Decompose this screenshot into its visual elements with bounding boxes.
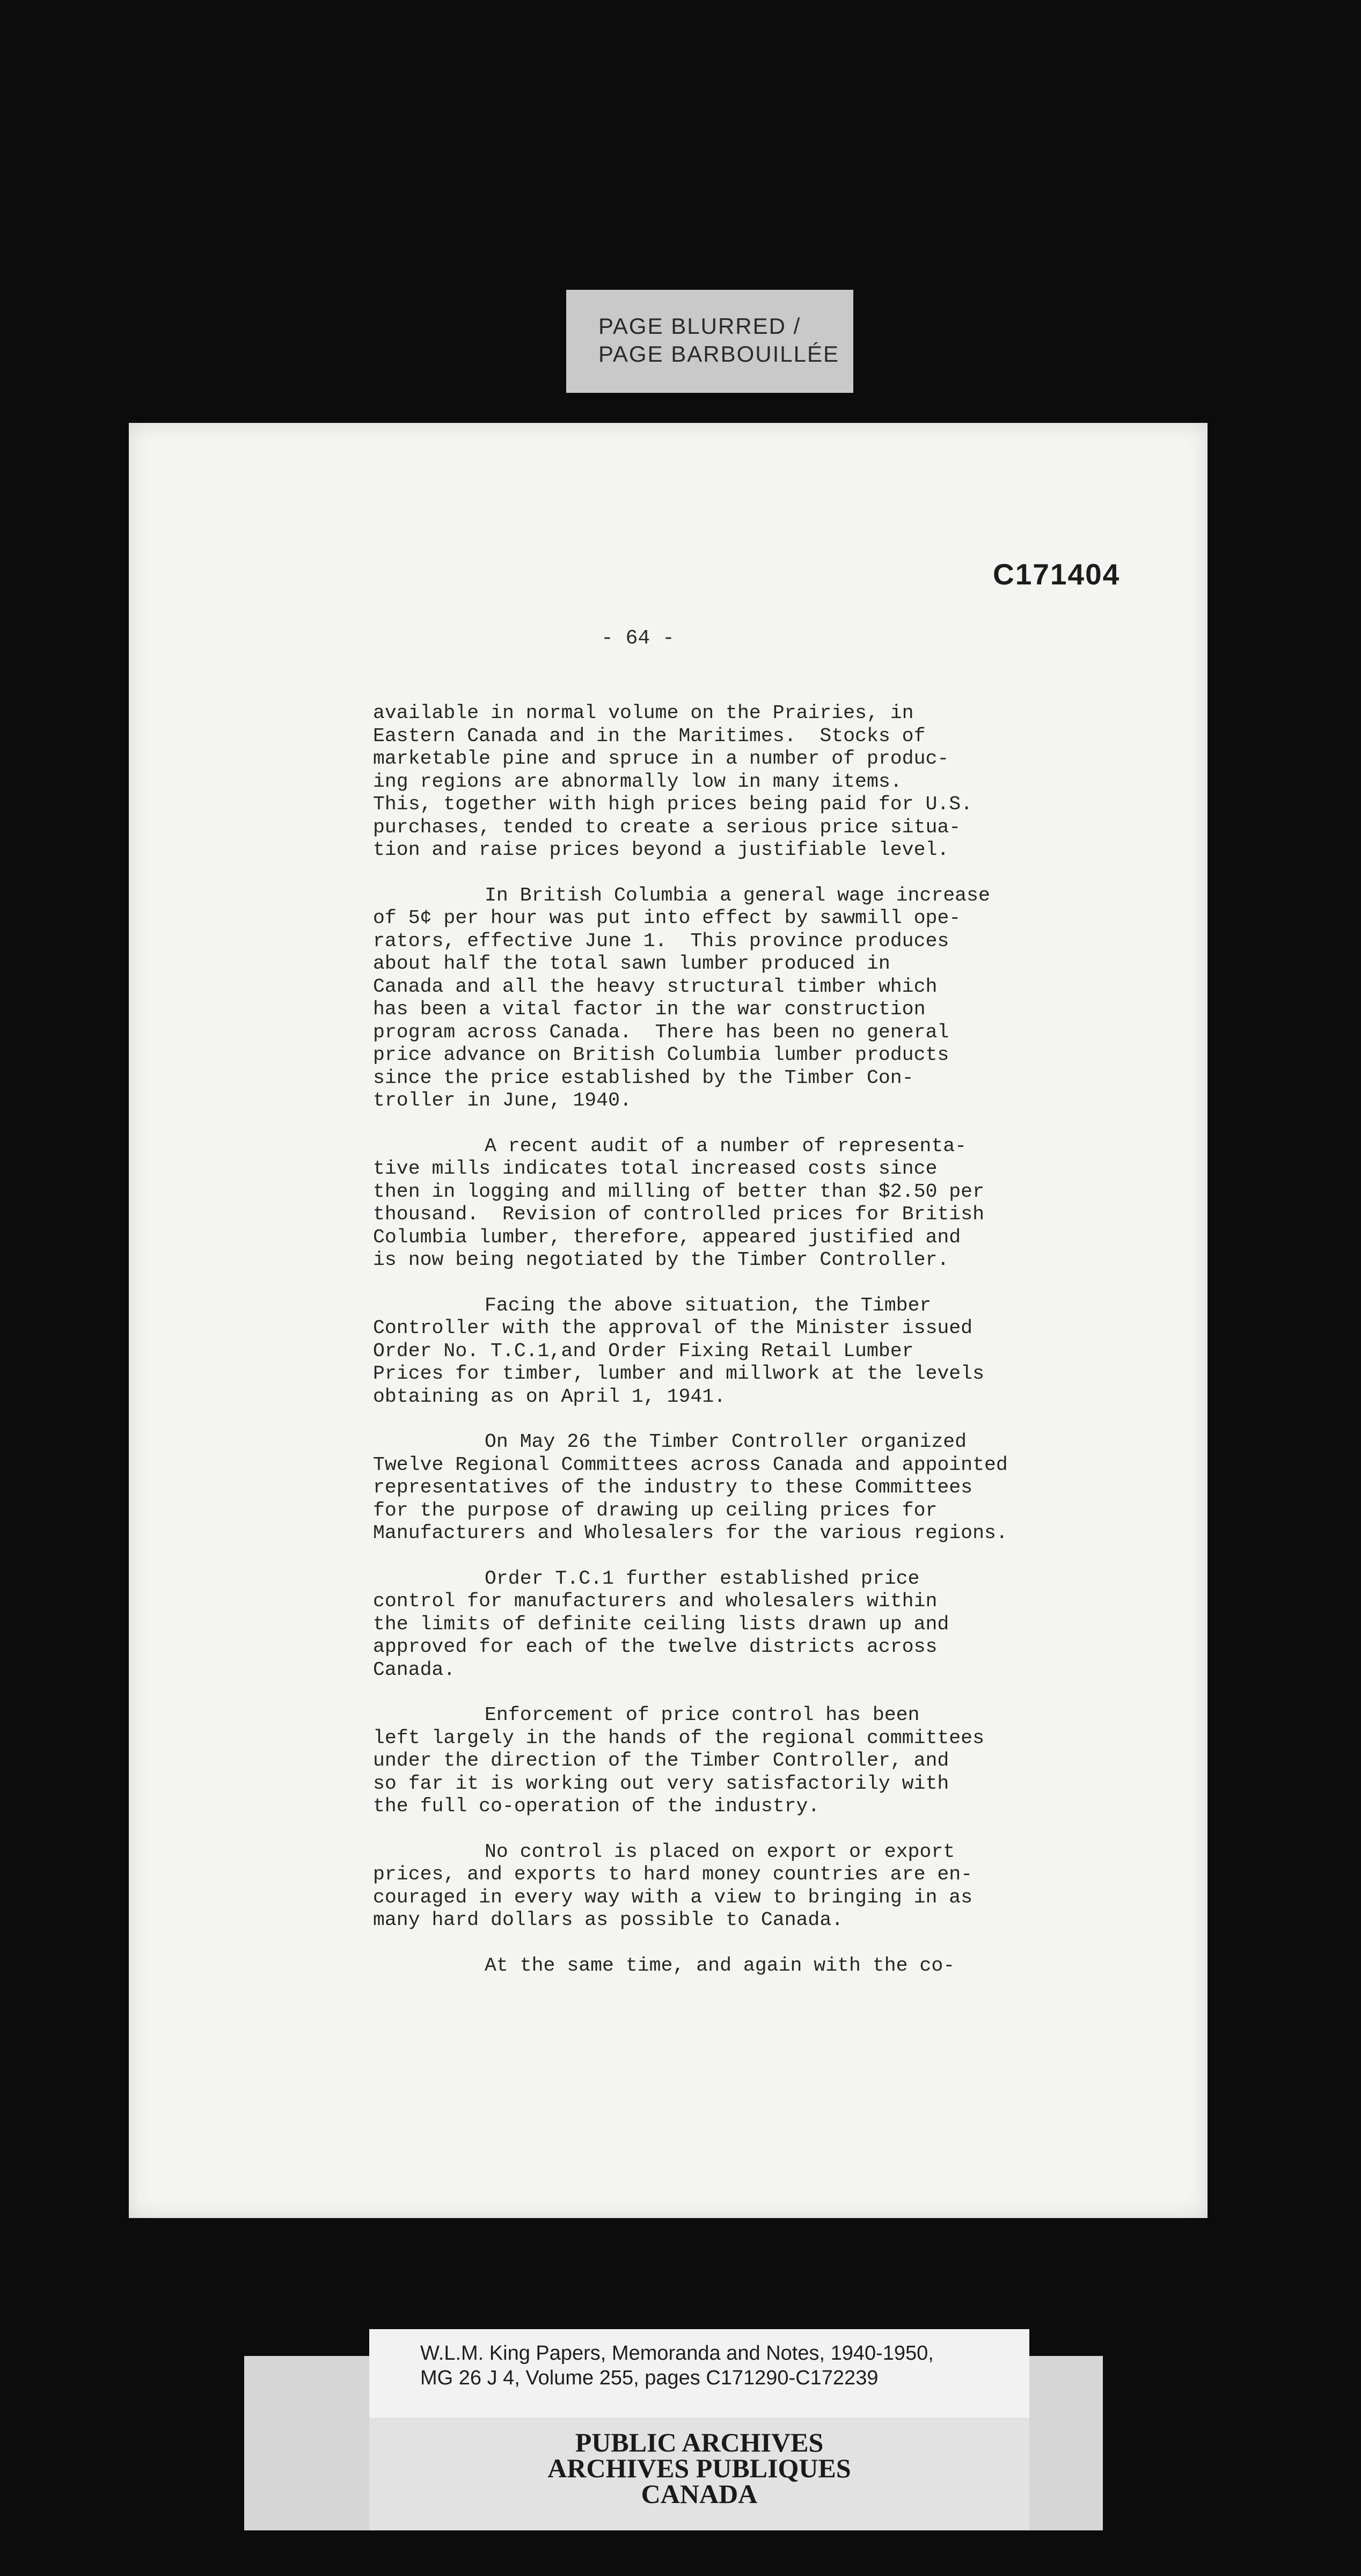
text-line: Canada and all the heavy structural timber which [373, 975, 938, 998]
text-line: under the direction of the Timber Controller, and [373, 1750, 949, 1772]
text-line: is now being negotiated by the Timber Controller. [373, 1249, 949, 1271]
text-line: control for manufacturers and wholesalers within [373, 1590, 938, 1612]
document-number: C171404 [993, 558, 1121, 591]
text-line: troller in June, 1940. [373, 1089, 632, 1111]
archive-label-line-2: MG 26 J 4, Volume 255, pages C171290-C172239 [420, 2367, 879, 2389]
text-line: prices, and exports to hard money countries are en- [373, 1863, 973, 1885]
paragraph [373, 1294, 1140, 1409]
text-line: This, together with high prices being paid for U.S. [373, 793, 973, 815]
archive-reference-label [369, 2329, 1029, 2418]
paragraph [373, 1135, 1140, 1272]
paragraph [373, 1704, 1140, 1818]
text-line: marketable pine and spruce in a number of produc- [373, 748, 949, 770]
body-text [373, 702, 1140, 2000]
text-line: At the same time, and again with the co- [485, 1954, 955, 1977]
text-line: for the purpose of drawing up ceiling prices for [373, 1499, 938, 1521]
text-line: No control is placed on export or export [485, 1840, 955, 1863]
archives-line-2: ARCHIVES PUBLIQUES [547, 2453, 851, 2483]
text-line: thousand. Revision of controlled prices for British [373, 1203, 984, 1225]
stamp-line-1: PAGE BLURRED / [598, 313, 801, 339]
text-line: many hard dollars as possible to Canada. [373, 1909, 844, 1931]
text-line: the full co-operation of the industry. [373, 1795, 820, 1817]
text-line: program across Canada. There has been no general [373, 1021, 949, 1043]
text-line: then in logging and milling of better than $2.50 per [373, 1180, 984, 1203]
text-line: Canada. [373, 1658, 456, 1681]
text-line: Eastern Canada and in the Maritimes. Stocks of [373, 724, 926, 747]
text-line: rators, effective June 1. This province produces [373, 930, 949, 952]
text-line: ing regions are abnormally low in many items. [373, 770, 902, 793]
text-line: so far it is working out very satisfactorily with [373, 1772, 949, 1795]
text-line: of 5¢ per hour was put into effect by sawmill ope- [373, 907, 961, 929]
text-line: obtaining as on April 1, 1941. [373, 1385, 726, 1408]
text-line: On May 26 the Timber Controller organized [485, 1431, 967, 1453]
text-line: A recent audit of a number of representa- [485, 1135, 967, 1157]
paragraph [373, 884, 1140, 1113]
text-line: Columbia lumber, therefore, appeared justified and [373, 1226, 961, 1248]
page-number: - 64 - [601, 627, 675, 650]
text-line: approved for each of the twelve districts across [373, 1636, 938, 1658]
text-line: the limits of definite ceiling lists drawn up and [373, 1613, 949, 1635]
text-line: left largely in the hands of the regional committees [373, 1726, 984, 1749]
text-line: Enforcement of price control has been [485, 1704, 920, 1726]
text-line: Twelve Regional Committees across Canada and appointed [373, 1453, 1008, 1476]
text-line: about half the total sawn lumber produced in [373, 953, 890, 975]
archives-stamp [369, 2418, 1029, 2530]
archives-line-3: CANADA [641, 2479, 758, 2509]
text-line: representatives of the industry to these Committees [373, 1476, 973, 1498]
text-line: couraged in every way with a view to bringing in as [373, 1886, 973, 1908]
paragraph [373, 1431, 1140, 1545]
text-line: available in normal volume on the Prairies, in [373, 702, 914, 724]
text-line: Facing the above situation, the Timber [485, 1294, 932, 1316]
text-line: Prices for timber, lumber and millwork at the levels [373, 1363, 984, 1385]
document-page [129, 423, 1208, 2218]
text-line: Order No. T.C.1,and Order Fixing Retail Lumber [373, 1340, 914, 1362]
page-blurred-stamp [566, 290, 853, 393]
text-line: has been a vital factor in the war construction [373, 998, 926, 1020]
text-line: tive mills indicates total increased costs since [373, 1158, 938, 1180]
paragraph [373, 1955, 1140, 1978]
text-line: since the price established by the Timber Con- [373, 1066, 914, 1089]
paragraph [373, 1841, 1140, 1932]
paragraph [373, 702, 1140, 862]
text-line: Controller with the approval of the Minister issued [373, 1317, 973, 1339]
archive-label-line-1: W.L.M. King Papers, Memoranda and Notes, 1940-1950, [420, 2342, 934, 2365]
archives-line-1: PUBLIC ARCHIVES [575, 2427, 824, 2457]
text-line: Manufacturers and Wholesalers for the various regions. [373, 1522, 1008, 1544]
text-line: price advance on British Columbia lumber products [373, 1044, 949, 1066]
text-line: purchases, tended to create a serious price situa- [373, 816, 961, 838]
stamp-line-2: PAGE BARBOUILLÉE [598, 341, 840, 367]
paragraph [373, 1568, 1140, 1682]
text-line: tion and raise prices beyond a justifiable level. [373, 839, 949, 861]
text-line: In British Columbia a general wage increase [485, 884, 990, 906]
text-line: Order T.C.1 further established price [485, 1567, 920, 1590]
